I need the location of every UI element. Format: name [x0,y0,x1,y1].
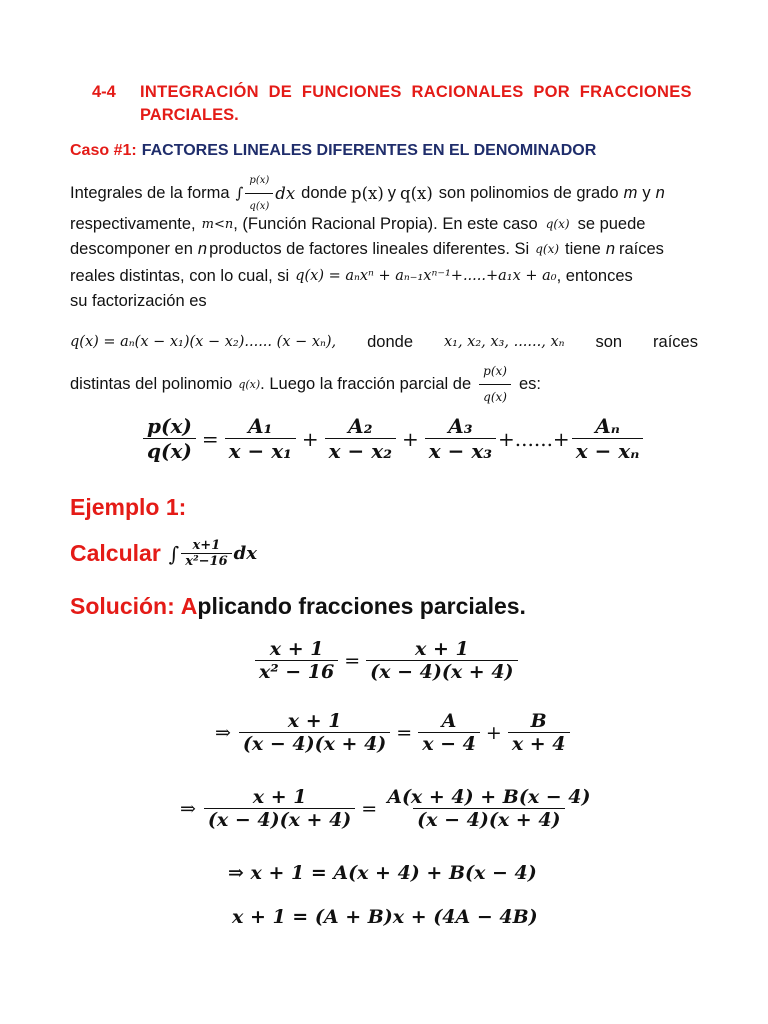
s2-term-b [508,710,570,755]
p2-donde: donde [367,333,413,351]
p1-dx: dx [275,183,296,203]
p2-frac-den: q(x) [479,384,511,410]
calcular-row [70,538,257,569]
s2-plus: + [485,721,502,744]
s1-lhs-den: x² − 16 [255,660,338,683]
calc-frac-num: x+1 [192,538,221,553]
p2-raices: raíces [653,333,698,351]
p1-line2b: , (Función Racional Propia). En este caso [233,215,538,233]
s1-eq: = [344,649,361,672]
s2-b-den: x + 4 [508,732,570,755]
example-title: Ejemplo 1: [70,494,187,520]
p1-fraction [245,168,273,219]
solution-label: Solución: [70,593,175,619]
p1-frac-num: p(x) [249,174,270,186]
formula-term-3 [425,414,496,463]
calc-dx: dx [233,543,257,564]
s2-b-num: B [530,710,547,732]
s1-rhs-num: x + 1 [415,638,469,660]
s3-implies: ⇒ [180,797,196,820]
s1-rhs [366,638,517,683]
s1-lhs-num: x + 1 [269,638,324,660]
step-4: ⇒ x + 1 = A(x + 4) + B(x − 4) [228,862,537,884]
s3-lhs-num: x + 1 [252,786,307,808]
s1-rhs-den: (x − 4)(x + 4) [366,660,517,683]
term2-num: A₂ [348,414,373,438]
case-title: FACTORES LINEALES DIFERENTES EN EL DENOMINADOR [141,142,597,159]
p1-qx: q(x) [400,183,433,203]
s2-implies: ⇒ [215,721,231,744]
formula-lhs-num: p(x) [147,414,192,438]
solution-heading [70,593,526,620]
s3-rhs-den: (x − 4)(x + 4) [413,808,564,831]
p1-frac-den: q(x) [245,193,273,219]
s1-lhs [255,638,338,683]
term1-num: A₁ [248,414,273,438]
p1-n: n [655,183,665,202]
formula-plus-2: + [401,426,419,451]
section-title-line1: INTEGRACIÓN DE FUNCIONES RACIONALES POR FRACCIONES [140,83,692,101]
p1-qx-small: q(x) [545,217,570,231]
p1-donde: donde [301,183,348,202]
p2-fraction [479,359,511,410]
solution-first-letter: A [180,593,198,619]
p2-roots: x₁, x₂, x₃, ......, xₙ [443,334,565,350]
s2-a-den: x − 4 [418,732,480,755]
p2-qx: q(x) [238,378,261,391]
integral-sign: ∫ [235,183,244,202]
p2-factorization: q(x) = aₙ(x − x₁)(x − x₂)...... (x − xₙ), [70,334,337,350]
formula-term-2 [325,414,396,463]
s2-term-a [418,710,480,755]
p1-line3c: tiene [565,240,601,258]
p1-m-lt-n: m<n [201,217,234,232]
case-heading [70,142,596,160]
case-label: Caso #1: [70,142,137,159]
s3-lhs-den: (x − 4)(x + 4) [204,808,355,831]
section-title-line2: PARCIALES. [140,106,239,124]
p1-qx-small2: q(x) [535,242,560,256]
p2-son: son [595,333,623,351]
p1-line5: su factorización es [70,292,207,310]
s3-rhs [383,786,594,831]
formula-term-n [572,414,644,463]
p1-line4b: , entonces [556,267,633,285]
p1-y2: y [642,183,651,202]
p1-line2c: se puede [577,215,646,233]
p2-line2b: . Luego la fracción parcial de [260,375,472,393]
term3-num: A₃ [448,414,473,438]
p1-line3a: descomponer en [70,240,193,258]
section-number: 4-4 [92,83,116,101]
s2-lhs-den: (x − 4)(x + 4) [239,732,390,755]
p1-y: y [387,183,397,202]
calcular-label: Calcular [70,540,161,566]
formula-lhs-den: q(x) [143,438,196,463]
term3-den: x − x₃ [425,438,496,463]
p2-line2a: distintas del polinomio [70,375,233,393]
p1-son-pol: son polinomios de grado [438,183,619,202]
step-3 [180,786,595,831]
step-1 [255,638,518,683]
p1-q-polynomial: q(x) = aₙxⁿ + aₙ₋₁xⁿ⁻¹+.....+a₁x + a₀ [295,268,557,284]
solution-rest: plicando fracciones parciales. [197,593,526,619]
p2-es: es: [518,375,541,393]
s2-eq: = [396,721,413,744]
formula-lhs [143,414,196,463]
step-2 [215,710,570,755]
p1-line2a: respectivamente, [70,215,196,233]
s2-lhs-num: x + 1 [287,710,342,732]
calc-fraction [181,538,231,569]
term1-den: x − x₁ [225,438,296,463]
p1-m: m [623,183,638,202]
s3-lhs [204,786,355,831]
main-formula [143,414,643,463]
s3-eq: = [361,797,378,820]
formula-plus-1: + [301,426,319,451]
formula-eq: = [201,426,219,451]
s2-a-num: A [441,710,457,732]
formula-dots: +......+ [498,426,570,451]
p1-line3d: raíces [619,240,664,258]
s3-rhs-num: A(x + 4) + B(x − 4) [387,786,591,808]
p1-intro: Integrales de la forma [70,183,230,202]
termn-num: Aₙ [595,414,620,438]
calc-frac-den: x²−16 [181,553,231,569]
p1-n3: n [605,240,615,258]
p2-frac-num: p(x) [483,364,507,378]
term2-den: x − x₂ [325,438,396,463]
paragraph-1 [70,174,698,314]
formula-term-1 [225,414,296,463]
p1-line4a: reales distintas, con lo cual, si [70,267,290,285]
calc-integral-sign: ∫ [168,541,180,566]
p1-n2: n [197,240,208,258]
section-heading [92,81,698,127]
p1-px: p(x) [351,183,384,203]
termn-den: x − xₙ [572,438,644,463]
s2-lhs [239,710,390,755]
paragraph-2 [70,330,698,410]
step-5: x + 1 = (A + B)x + (4A − 4B) [232,906,538,928]
p1-line3b: productos de factores lineales diferentes. Si [209,240,530,258]
